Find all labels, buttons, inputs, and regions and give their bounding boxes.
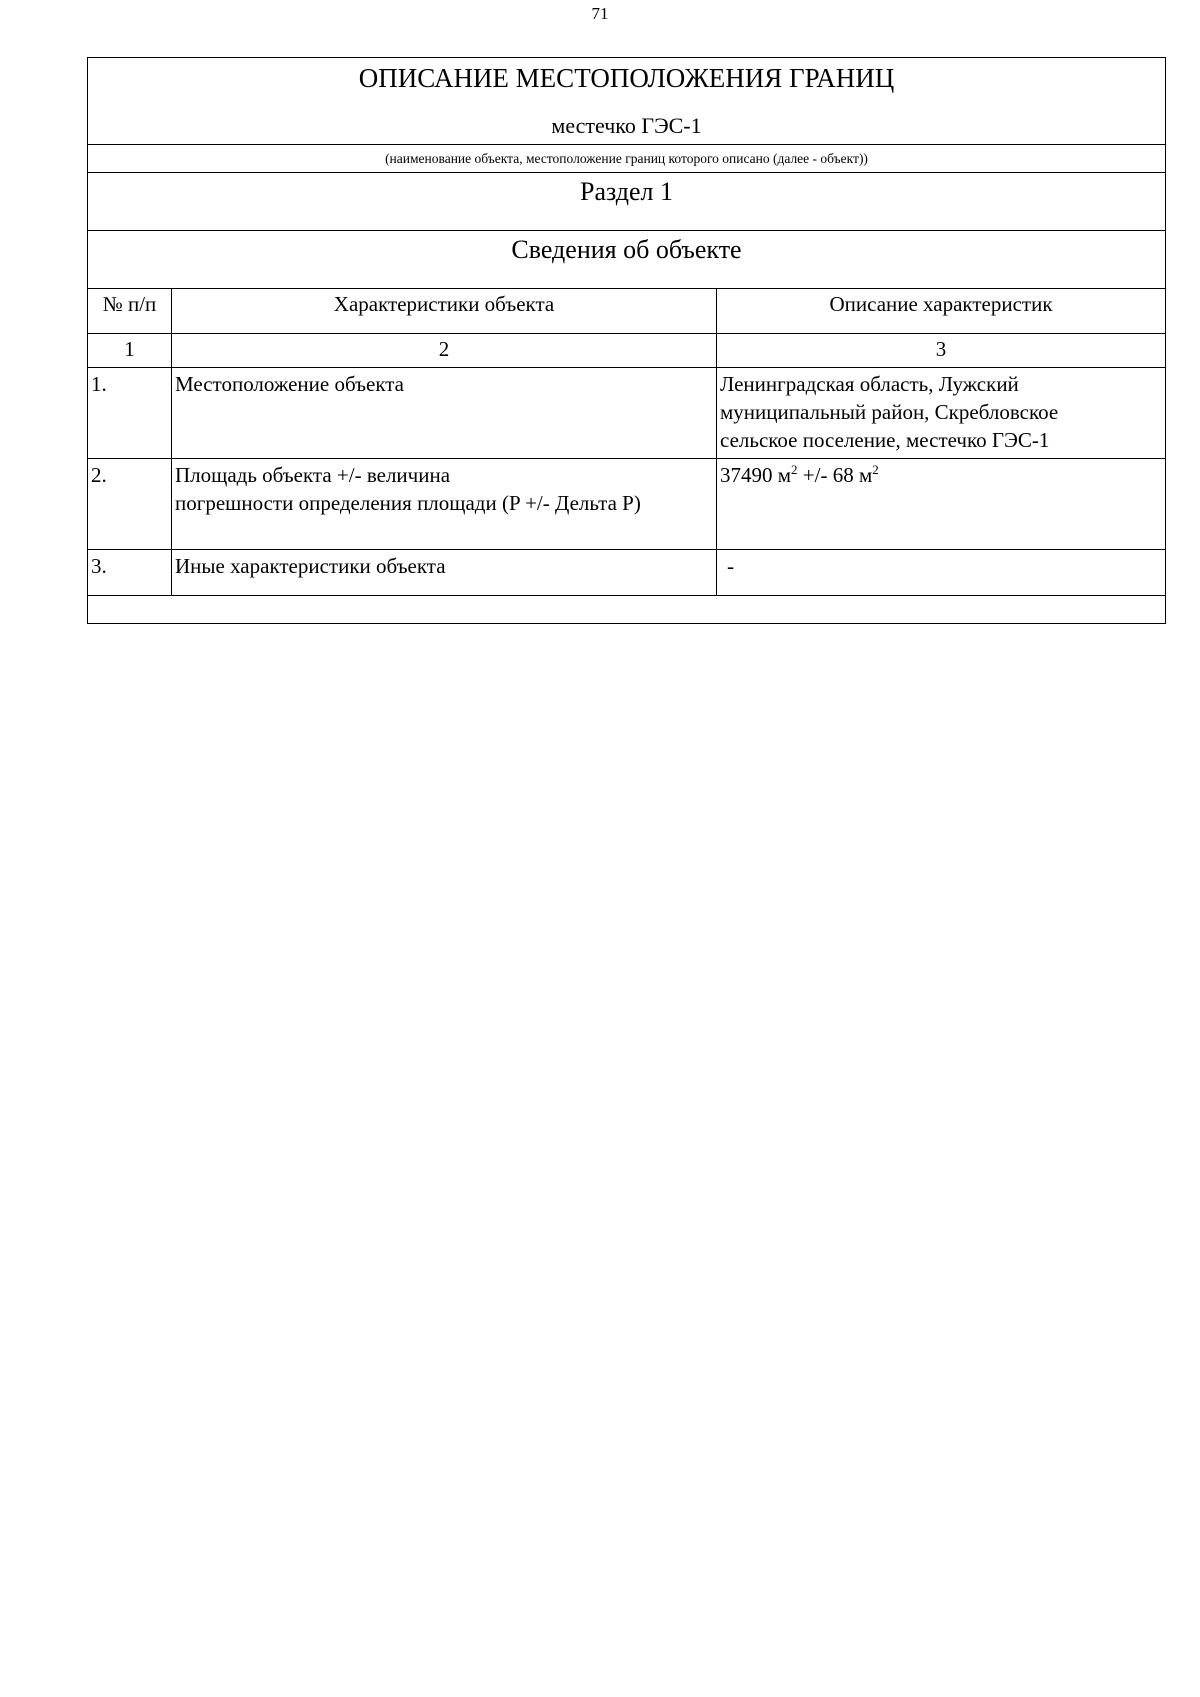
table-row: [88, 550, 1166, 596]
area-tolerance-exponent: 2: [872, 462, 879, 477]
column-index-3: 3: [717, 334, 1166, 368]
column-header-characteristic: Характеристики объекта: [172, 289, 717, 334]
section-subtitle: Сведения об объекте: [88, 231, 1166, 289]
row-characteristic: [172, 459, 717, 550]
characteristic-line: Площадь объекта +/- величина: [175, 463, 451, 487]
area-value: 37490 м: [720, 463, 792, 487]
object-name: местечко ГЭС-1: [551, 113, 702, 138]
area-tolerance: +/- 68 м: [797, 463, 873, 487]
row-number: 1.: [88, 368, 172, 459]
row-characteristic: Иные характеристики объекта: [172, 550, 717, 596]
column-header-description: Описание характеристик: [717, 289, 1166, 334]
row-description: [717, 459, 1166, 550]
column-header-number: № п/п: [88, 289, 172, 334]
description-line: сельское поселение, местечко ГЭС-1: [720, 428, 1050, 452]
table-row: [88, 368, 1166, 459]
area-exponent: 2: [791, 462, 798, 477]
row-number: 3.: [88, 550, 172, 596]
row-number: 2.: [88, 459, 172, 550]
empty-row: [88, 596, 1166, 624]
section-label: Раздел 1: [88, 173, 1166, 231]
description-line: Ленинградская область, Лужский: [720, 372, 1019, 396]
boundary-description-table: [87, 57, 1166, 624]
page-number: 71: [591, 4, 609, 23]
row-description: [717, 368, 1166, 459]
description-line: муниципальный район, Скребловское: [720, 400, 1059, 424]
column-index-2: 2: [172, 334, 717, 368]
title-cell: [88, 58, 1166, 145]
table-row: [88, 459, 1166, 550]
row-characteristic: Местоположение объекта: [172, 368, 717, 459]
empty-cell: [88, 596, 1166, 624]
document-title: ОПИСАНИЕ МЕСТОПОЛОЖЕНИЯ ГРАНИЦ: [358, 63, 895, 93]
object-caption: (наименование объекта, местоположение границ которого описано (далее - объект)): [88, 145, 1166, 173]
characteristic-line: погрешности определения площади (P +/- Дельта P): [175, 491, 641, 515]
row-description: -: [717, 550, 1166, 596]
column-index-1: 1: [88, 334, 172, 368]
